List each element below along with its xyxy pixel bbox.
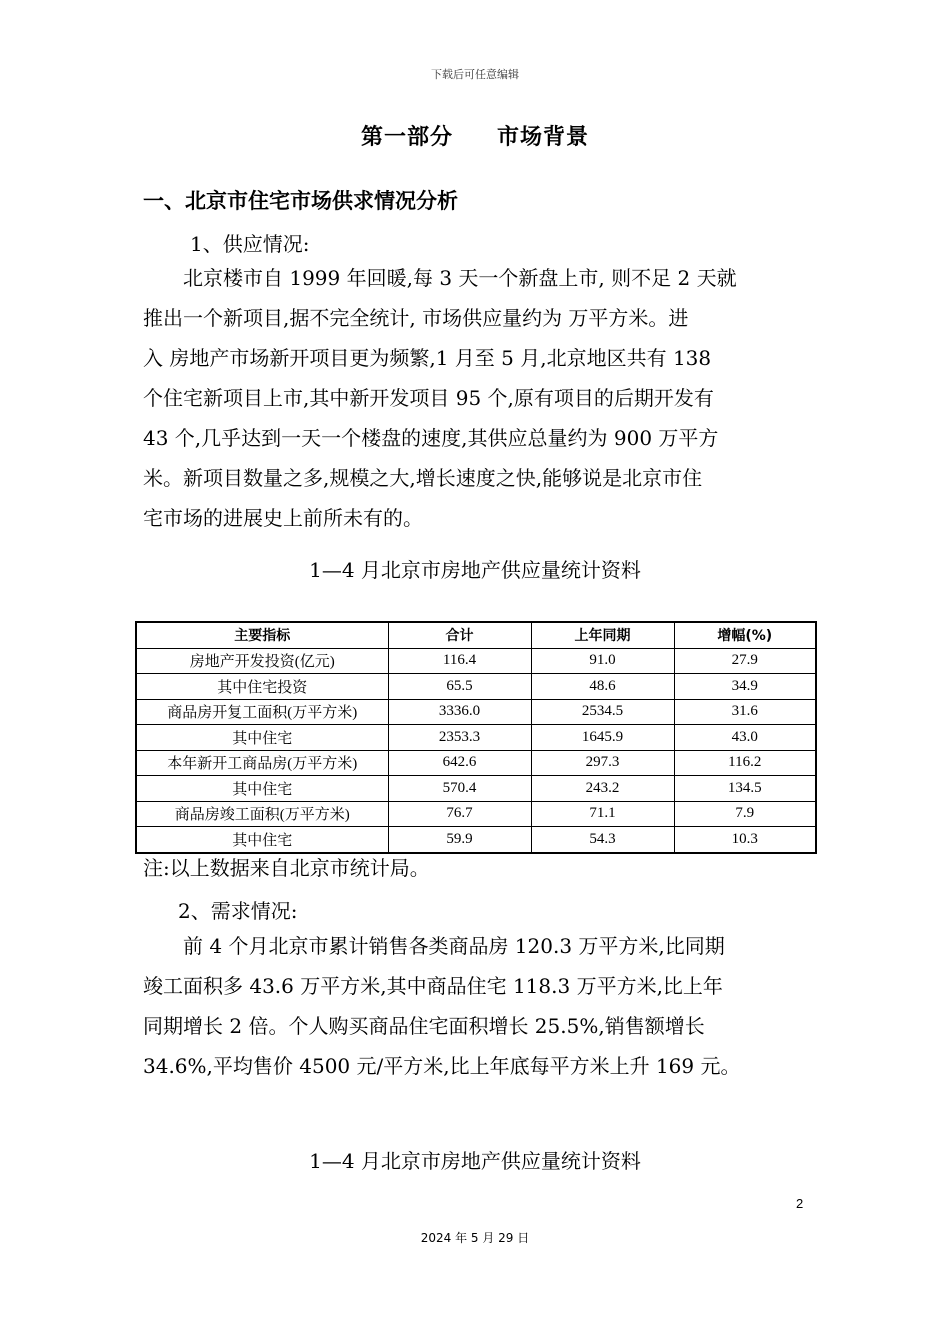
table-cell: 76.7 [388, 801, 531, 827]
table-note: 注:以上数据来自北京市统计局。 [143, 856, 430, 880]
table-cell: 27.9 [674, 648, 816, 674]
table-cell: 243.2 [531, 776, 674, 802]
table-cell: 34.9 [674, 674, 816, 700]
table-cell: 59.9 [388, 827, 531, 853]
part-title-left: 第一部分 [360, 125, 453, 150]
section-heading: 一、北京市住宅市场供求情况分析 [143, 189, 458, 213]
table-cell: 297.3 [531, 750, 674, 776]
table-cell: 91.0 [531, 648, 674, 674]
table-cell: 570.4 [388, 776, 531, 802]
part-title-right: 市场背景 [497, 125, 590, 150]
table-cell: 其中住宅投资 [136, 674, 388, 700]
table-cell: 其中住宅 [136, 827, 388, 853]
demand-paragraph [143, 966, 811, 1086]
table-header-cell: 上年同期 [531, 622, 674, 648]
second-table-caption: 1—4 月北京市房地产供应量统计资料 [309, 1149, 641, 1173]
table-caption: 1—4 月北京市房地产供应量统计资料 [309, 558, 641, 582]
table-cell: 54.3 [531, 827, 674, 853]
part-title [0, 120, 950, 151]
table-row [136, 699, 816, 725]
table-cell: 本年新开工商品房(万平方米) [136, 750, 388, 776]
table-cell: 134.5 [674, 776, 816, 802]
header-note: 下载后可任意编辑 [431, 68, 519, 81]
supply-paragraph [143, 298, 811, 538]
table-cell: 48.6 [531, 674, 674, 700]
footer-date: 2024 年 5 月 29 日 [420, 1231, 530, 1245]
supply-line: 米。新项目数量之多,规模之大,增长速度之快,能够说是北京市住 [143, 466, 703, 490]
supply-line: 个住宅新项目上市,其中新开发项目 95 个,原有项目的后期开发有 [143, 386, 714, 410]
table-cell: 商品房竣工面积(万平方米) [136, 801, 388, 827]
table-header-cell: 增幅(%) [674, 622, 816, 648]
demand-line: 同期增长 2 倍。个人购买商品住宅面积增长 25.5%,销售额增长 [143, 1014, 705, 1038]
supply-heading: 1、供应情况: [190, 232, 310, 256]
supply-paragraph-first-line [183, 258, 811, 298]
table-row [136, 776, 816, 802]
table-cell: 商品房开复工面积(万平方米) [136, 699, 388, 725]
table-cell: 2353.3 [388, 725, 531, 751]
table-cell: 其中住宅 [136, 776, 388, 802]
table-cell: 65.5 [388, 674, 531, 700]
supply-statistics-table [135, 621, 817, 854]
supply-line: 推出一个新项目,据不完全统计, 市场供应量约为 万平方米。进 [143, 306, 689, 330]
demand-heading: 2、需求情况: [178, 899, 298, 923]
table-cell: 10.3 [674, 827, 816, 853]
table-cell: 3336.0 [388, 699, 531, 725]
table-cell: 116.2 [674, 750, 816, 776]
demand-line: 34.6%,平均售价 4500 元/平方米,比上年底每平方米上升 169 元。 [143, 1054, 741, 1078]
table-cell: 642.6 [388, 750, 531, 776]
supply-line: 入 房地产市场新开项目更为频繁,1 月至 5 月,北京地区共有 138 [143, 346, 712, 370]
demand-line: 前 4 个月北京市累计销售各类商品房 120.3 万平方米,比同期 [183, 934, 725, 958]
table-cell: 1645.9 [531, 725, 674, 751]
table-row [136, 750, 816, 776]
table-cell: 7.9 [674, 801, 816, 827]
table-header-cell: 合计 [388, 622, 531, 648]
table-row [136, 674, 816, 700]
supply-line: 宅市场的进展史上前所未有的。 [143, 506, 423, 530]
table-row [136, 648, 816, 674]
table-cell: 43.0 [674, 725, 816, 751]
demand-paragraph-first-line [183, 926, 811, 966]
supply-line: 43 个,几乎达到一天一个楼盘的速度,其供应总量约为 900 万平方 [143, 426, 719, 450]
table-row [136, 725, 816, 751]
table-header-row [136, 622, 816, 648]
table-cell: 房地产开发投资(亿元) [136, 648, 388, 674]
demand-line: 竣工面积多 43.6 万平方米,其中商品住宅 118.3 万平方米,比上年 [143, 974, 723, 998]
table-cell: 116.4 [388, 648, 531, 674]
supply-line: 北京楼市自 1999 年回暖,每 3 天一个新盘上市, 则不足 2 天就 [183, 266, 737, 290]
table-cell: 71.1 [531, 801, 674, 827]
table-header-cell: 主要指标 [136, 622, 388, 648]
table-row [136, 827, 816, 853]
table-cell: 其中住宅 [136, 725, 388, 751]
table-cell: 31.6 [674, 699, 816, 725]
table-row [136, 801, 816, 827]
table-cell: 2534.5 [531, 699, 674, 725]
page-number: 2 [796, 1196, 804, 1211]
